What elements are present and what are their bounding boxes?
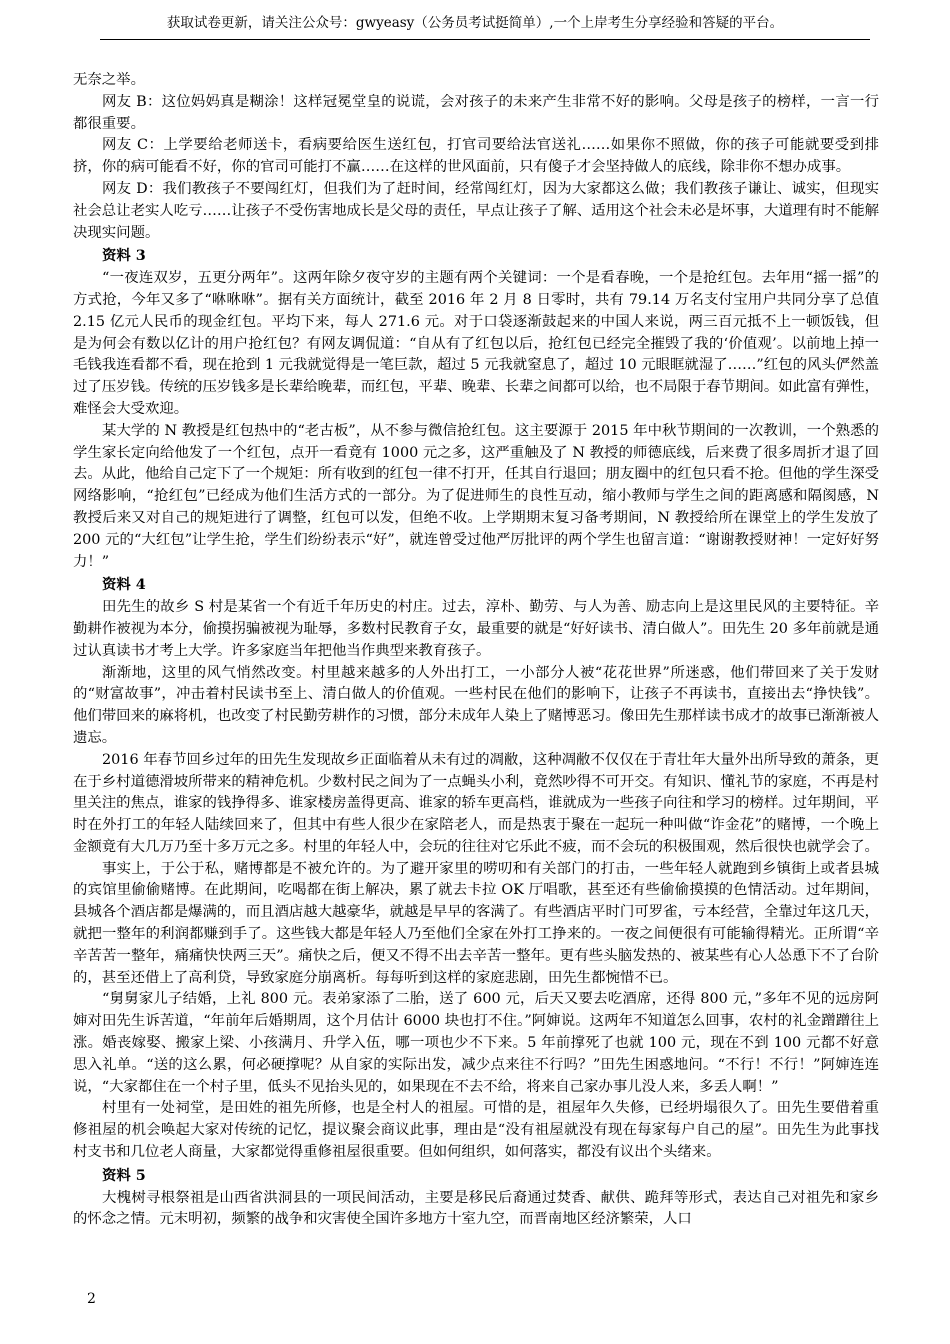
paragraph: “舅舅家儿子结婚，上礼 800 元。表弟家添了二胎，送了 600 元，后天又要去吃酒席，还得 800 元，”多年不见的远房阿婶对田先生诉苦道，“年前年后婚期周，这个月估计 6000 块也打不住。”阿婶说。这两年不知道怎么回事，农村的礼金蹭蹭往上涨。婚丧嫁娶、搬家上梁、小孩满月、升学入伍，哪一项也少不下来。5 年前撑死了也就 100 元，现在不到 100 元都不好意思入礼单。“送的这么累，何必硬撑呢？从自家的实际出发，减少点来往不行吗？”田先生困惑地问。“不行！不行！”阿婶连连说，“大家都住在一个村子里，低头不见抬头见的，如果现在不去不给，将来自己家办事儿没人来，多丢人啊！”	[73, 991, 879, 1095]
paragraph: 村里有一处祠堂，是田姓的祖先所修，也是全村人的祖屋。可惜的是，祖屋年久失修，已经坍塌很久了。田先生要借着重修祖屋的机会唤起大家对传统的记忆，提议聚会商议此事，理由是“没有祖屋就没有现在每家每户自己的屋”。田先生为此事找村支书和几位老人商量，大家都觉得重修祖屋很重要。但如何组织，如何落实，都没有议出个头绪来。	[73, 1100, 879, 1161]
header-divider	[100, 39, 870, 40]
paragraph: 某大学的 N 教授是红包热中的“老古板”，从不参与微信抢红包。这主要源于 2015 年中秋节期间的一次教训，一个熟悉的学生家长定向给他发了一个红包，点开一看竟有 1000 元之多，这严重触及了 N 教授的师德底线，后来费了很多周折才退了回去。从此，他给自己定下了一个规矩：所有收到的红包一律不打开，任其自行退回；朋友圈中的红包只看不抢。但他的学生深受网络影响，“抢红包”已经成为他们生活方式的一部分。为了促进师生的良性互动，缩小教师与学生之间的距离感和隔阂感，N 教授后来又对自己的规矩进行了调整，红包可以发，但绝不收。上学期期末复习备考期间，N 教授给所在课堂上的学生发放了 200 元的“大红包”让学生抢，学生们纷纷表示“好”，就连曾受过他严厉批评的两个学生也留言道：“谢谢教授财神！一定好好努力！”	[73, 422, 879, 570]
paragraph: 田先生的故乡 S 村是某省一个有近千年历史的村庄。过去，淳朴、勤劳、与人为善、励志向上是这里民风的主要特征。辛勤耕作被视为本分，偷摸拐骗被视为耻辱，多数村民教育子女，最重要的就是“好好读书、清白做人”。田先生 20 多年前就是通过认真读书才考上大学。许多家庭当年把他当作典型来教育孩子。	[73, 599, 879, 659]
paragraph: 网友 C：上学要给老师送卡，看病要给医生送红包，打官司要给法官送礼……如果你不照做，你的孩子可能就要受到排挤，你的病可能看不好，你的官司可能打不赢……在这样的世风面前，只有傻子才会坚持做人的底线，除非你不想办成事。	[73, 137, 879, 176]
paragraph: 事实上，于公于私，赌博都是不被允许的。为了避开家里的唠叨和有关部门的打击，一些年轻人就跑到乡镇街上或者县城的宾馆里偷偷赌博。在此期间，吃喝都在街上解决，累了就去卡拉 OK 厅唱歌，甚至还有些偷偷摸摸的色情活动。过年期间，县城各个酒店都是爆满的，而且酒店越大越豪华，就越是早早的客满了。有些酒店平时门可罗雀，亏本经营，全靠过年这几天，就把一整年的利润都赚到手了。这些钱大都是年轻人乃至他们全家在外打工挣来的。一夜之间便很有可能输得精光。正所谓“辛辛苦苦一整年，痛痛快快两三天”。痛快之后，便又不得不出去辛苦一整年。更有些头脑发热的、被某些有心人怂恿下不了台阶的，甚至还借上了高利贷，导致家庭分崩离析。每每听到这样的家庭悲剧，田先生都惋惜不已。	[73, 860, 879, 986]
paragraph: 网友 B：这位妈妈真是糊涂！这样冠冕堂皇的说谎，会对孩子的未来产生非常不好的影响。父母是孩子的榜样，一言一行都很重要。	[73, 93, 879, 132]
page-header: 获取试卷更新，请关注公众号：gwyeasy（公务员考试挺简单）,一个上岸考生分享经验和答疑的平台。	[166, 15, 784, 31]
page-number: 2	[87, 1291, 96, 1307]
paragraph: 网友 D：我们教孩子不要闯红灯，但我们为了赶时间，经常闯红灯，因为大家都这么做；我们教孩子谦让、诚实，但现实社会总让老实人吃亏……让孩子不受伤害地成长是父母的责任，早点让孩子了解、适用这个社会未必是坏事，大道理有时不能解决现实问题。	[73, 180, 879, 241]
section-heading: 资料 4	[102, 576, 146, 594]
paragraph: 2016 年春节回乡过年的田先生发现故乡正面临着从未有过的凋敝，这种凋敝不仅仅在于青壮年大量外出所导致的萧条，更在于乡村道德滑坡所带来的精神危机。少数村民之间为了一点蝇头小利，竟然吵得不可开交。有知识、懂礼节的家庭，不再是村里关注的焦点，谁家的钱挣得多、谁家楼房盖得更高、谁家的轿车更高档，谁就成为一些孩子向往和学习的榜样。过年期间，平时在外打工的年轻人陆续回来了，但其中有些人很少在家陪老人，而是热衷于聚在一起玩一种叫做“诈金花”的赌博，一个晚上金额竟有大几万乃至十多万元之多。村里的年轻人中，会玩的往往对它乐此不疲，而不会玩的积极围观，然后很快也就学会了。	[73, 751, 879, 855]
paragraph: 大槐树寻根祭祖是山西省洪洞县的一项民间活动，主要是移民后裔通过焚香、献供、跪拜等形式，表达自己对祖先和家乡的怀念之情。元末明初，频繁的战争和灾害使全国许多地方十室九空，而晋南地区经济繁荣，人口	[73, 1189, 879, 1228]
section-heading: 资料 5	[102, 1166, 146, 1184]
document-body	[73, 70, 879, 1231]
paragraph: 渐渐地，这里的风气悄然改变。村里越来越多的人外出打工，一小部分人被“花花世界”所迷惑，他们带回来了关于发财的“财富故事”，冲击着村民读书至上、清白做人的价值观。一些村民在他们的影响下，让孩子不再读书，直接出去“挣快钱”。他们带回来的麻将机，也改变了村民勤劳耕作的习惯，部分未成年人染上了赌博恶习。像田先生那样读书成才的故事已渐渐被人遗忘。	[73, 664, 879, 746]
paragraph: 无奈之举。	[73, 72, 145, 88]
paragraph: “一夜连双岁，五更分两年”。这两年除夕夜守岁的主题有两个关键词：一个是看春晚，一个是抢红包。去年用“摇一摇”的方式抢，今年又多了“咻咻咻”。据有关方面统计，截至 2016 年 2 月 8 日零时，共有 79.14 万名支付宝用户共同分享了总值 2.15 亿元人民币的现金红包。平均下来，每人 271.6 元。对于口袋逐渐鼓起来的中国人来说，两三百元抵不上一顿饭钱，但是为何会有数以亿计的用户抢红包？有网友调侃道：“自从有了红包以后，抢红包已经完全摧毁了我的‘价值观’。以前地上掉一毛钱我连看都不看，现在抢到 1 元我就觉得是一笔巨款，超过 5 元我就窒息了，超过 10 元眼眶就湿了……”红包的风头俨然盖过了压岁钱。传统的压岁钱多是长辈给晚辈，而红包，平辈、晚辈、长辈之间都可以给，也不局限于春节期间。如此富有弹性，难怪会大受欢迎。	[73, 270, 879, 417]
section-heading: 资料 3	[102, 247, 146, 265]
